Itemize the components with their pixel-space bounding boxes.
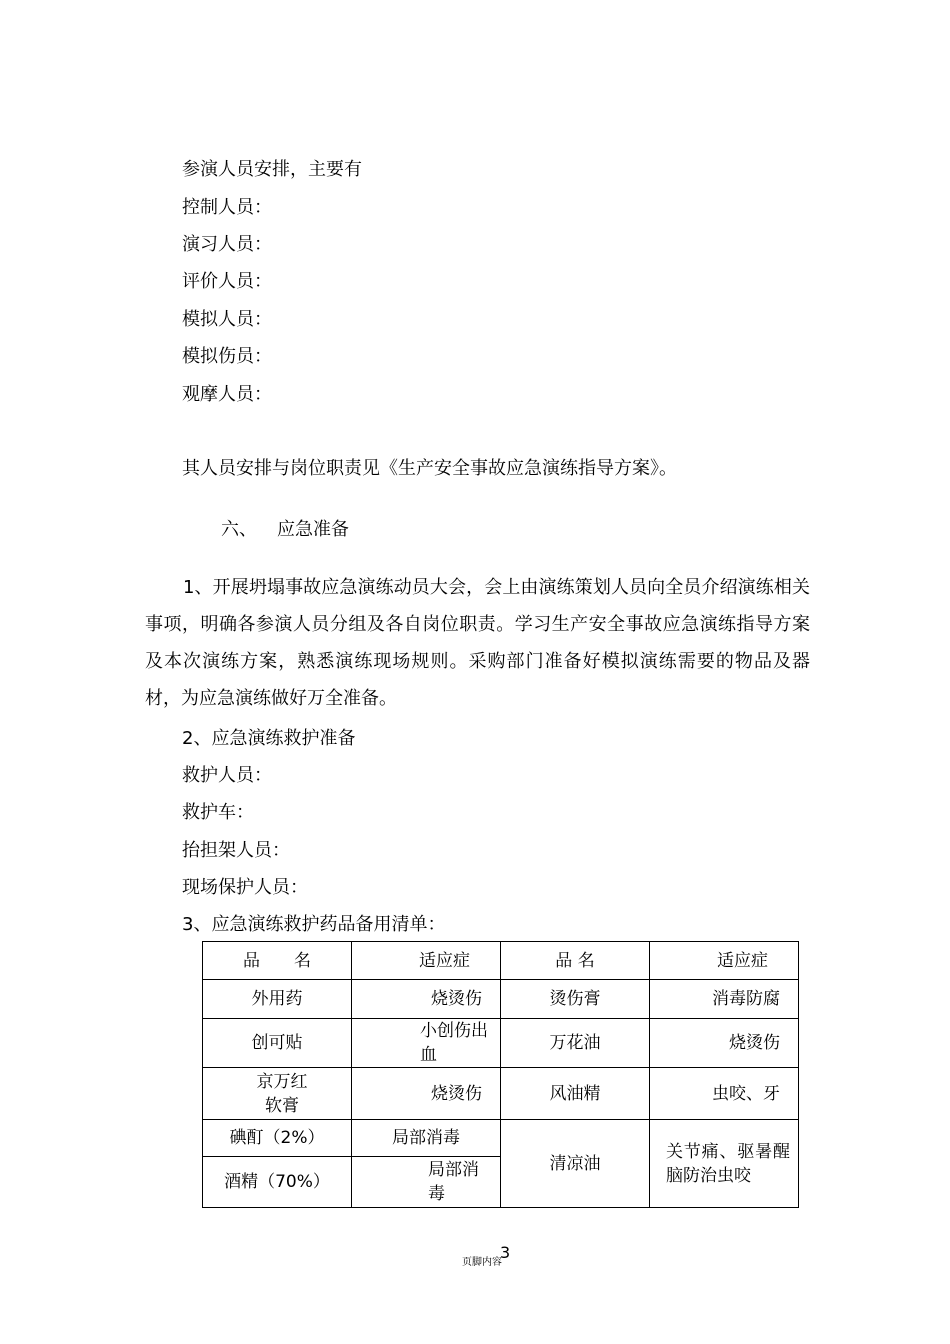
table-row bbox=[203, 1120, 799, 1157]
table-row bbox=[203, 980, 799, 1019]
role-simulated-casualty: 模拟伤员： bbox=[182, 346, 272, 367]
cell-name: 碘酊（2%） bbox=[203, 1120, 352, 1157]
duties-note: 其人员安排与岗位职责见《生产安全事故应急演练指导方案》。 bbox=[182, 458, 677, 479]
role-control: 控制人员： bbox=[182, 197, 272, 218]
cell-name: 酒精（70%） bbox=[203, 1157, 352, 1208]
cell-name: 外用药 bbox=[203, 980, 352, 1019]
cell-name: 万花油 bbox=[501, 1019, 650, 1068]
section-number: 六、 bbox=[221, 519, 257, 540]
cell-name: 烫伤膏 bbox=[501, 980, 650, 1019]
cell-name-merged: 清凉油 bbox=[501, 1120, 650, 1208]
cell-indication: 局部消毒 bbox=[352, 1120, 501, 1157]
staff-intro: 参演人员安排，主要有 bbox=[182, 159, 362, 180]
header-name-2: 品 名 bbox=[501, 942, 650, 980]
page-number: 3 bbox=[500, 1243, 511, 1262]
cell-name: 京万红软膏 bbox=[203, 1068, 352, 1120]
site-protection-staff: 现场保护人员： bbox=[182, 877, 308, 898]
header-indication-2: 适应症 bbox=[650, 942, 799, 980]
cell-indication: 局部消毒 bbox=[352, 1157, 501, 1208]
table-row bbox=[203, 1068, 799, 1120]
item2-title: 2、应急演练救护准备 bbox=[182, 728, 356, 749]
cell-indication: 烧烫伤 bbox=[352, 1068, 501, 1120]
table-header-row bbox=[203, 942, 799, 980]
stretcher-staff: 抬担架人员： bbox=[182, 840, 290, 861]
table-row bbox=[203, 1019, 799, 1068]
role-evaluation: 评价人员： bbox=[182, 271, 272, 292]
item3-title: 3、应急演练救护药品备用清单： bbox=[182, 914, 446, 935]
role-simulation: 模拟人员： bbox=[182, 309, 272, 330]
footer-label: 页脚内容 bbox=[462, 1257, 502, 1268]
cell-indication: 消毒防腐 bbox=[650, 980, 799, 1019]
role-observer: 观摩人员： bbox=[182, 384, 272, 405]
item1-paragraph: 1、开展坍塌事故应急演练动员大会，会上由演练策划人员向全员介绍演练相关事项，明确各参演人员分组及各自岗位职责。学习生产安全事故应急演练指导方案及本次演练方案，熟悉演练现场规则。采购部门准备好模拟演练需要的物品及器材，为应急演练做好万全准备。 bbox=[145, 577, 810, 709]
cell-indication: 虫咬、牙 bbox=[650, 1068, 799, 1120]
ambulance: 救护车： bbox=[182, 802, 254, 823]
cell-name: 风油精 bbox=[501, 1068, 650, 1120]
header-name-1: 品 名 bbox=[203, 942, 352, 980]
cell-indication: 小创伤出血 bbox=[352, 1019, 501, 1068]
cell-name: 创可贴 bbox=[203, 1019, 352, 1068]
cell-indication: 烧烫伤 bbox=[650, 1019, 799, 1068]
section-title: 应急准备 bbox=[277, 519, 349, 540]
header-indication-1: 适应症 bbox=[352, 942, 501, 980]
cell-indication-merged: 关节痛、驱暑醒脑防治虫咬 bbox=[650, 1120, 799, 1208]
medicine-table bbox=[202, 941, 799, 1208]
cell-indication: 烧烫伤 bbox=[352, 980, 501, 1019]
role-exercise: 演习人员： bbox=[182, 234, 272, 255]
rescue-staff: 救护人员： bbox=[182, 765, 272, 786]
